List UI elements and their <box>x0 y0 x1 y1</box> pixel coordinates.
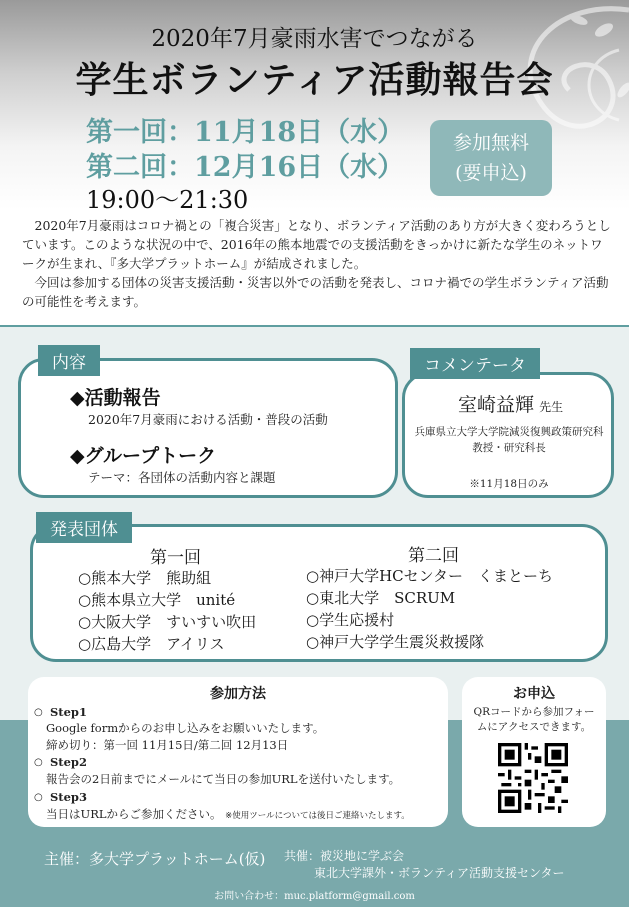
step1-line2: 締め切り：第一回 11月15日/第二回 12月13日 <box>46 738 289 752</box>
step3-label: Step3 <box>50 790 87 804</box>
groups-second-list <box>306 565 553 653</box>
free-label: 参加無料 <box>452 132 529 154</box>
apply-line1: QRコードから参加フォー <box>473 706 595 718</box>
host-organizer: 主催：多大学プラットホーム(仮) <box>44 850 266 868</box>
intro-paragraph-1: 2020年7月豪雨はコロナ禍との「複合災害」となり、ボランティア活動のあり方が大きく変わろうとしています。このような状況の中で、2016年の熊本地震での支援活動をきっかけに新たな学生のネットワークが生まれ、『多大学プラットホーム』が結成されました。 <box>22 218 611 271</box>
divider <box>0 325 629 327</box>
groups-second-heading: 第二回 <box>408 546 459 566</box>
method-title: 参加方法 <box>210 686 266 702</box>
group-item: ○熊本県立大学 unité <box>78 591 236 609</box>
event-time: 19:00〜21:30 <box>86 186 249 214</box>
step3-note: ※使用ツールについては後日ご連絡いたします。 <box>225 811 410 821</box>
cohost-organizer: 共催：被災地に学ぶ会 <box>284 849 405 863</box>
event-subtitle: 2020年7月豪雨水害でつながる <box>151 26 478 52</box>
commentator-note: ※11月18日のみ <box>469 478 549 490</box>
commentator-tag: コメンテータ <box>410 348 540 379</box>
commentator-honorific: 先生 <box>539 400 564 414</box>
step3-line1: 当日はURLからご参加ください。 <box>46 807 222 821</box>
content-tag: 内容 <box>38 345 100 376</box>
apply-line2: ムにアクセスできます。 <box>476 721 592 733</box>
date-first: 第一回：11月18日（水） <box>86 117 405 148</box>
groups-first-list <box>78 567 256 655</box>
group-talk-desc: テーマ：各団体の活動内容と課題 <box>88 470 276 485</box>
group-item: ○学生応援村 <box>306 611 395 629</box>
activity-report-desc: 2020年7月豪雨における活動・普段の活動 <box>88 412 328 427</box>
event-title: 学生ボランティア活動報告会 <box>75 59 554 101</box>
commentator-name-row <box>458 390 563 417</box>
group-item: ○広島大学 アイリス <box>78 635 225 653</box>
bullet-icon: ○ <box>34 757 43 768</box>
registration-required-label: (要申込) <box>455 162 527 184</box>
commentator-affiliation: 兵庫県立大学大学院減災復興政策研究科 <box>414 426 604 438</box>
group-talk-heading: ◆グループトーク <box>70 445 217 467</box>
bullet-icon: ○ <box>34 707 43 718</box>
group-item: ○東北大学 SCRUM <box>306 589 456 607</box>
group-item: ○大阪大学 すいすい吹田 <box>78 613 257 631</box>
step3-row <box>46 806 410 824</box>
groups-tag: 発表団体 <box>36 512 132 543</box>
group-item: ○神戸大学学生震災救援隊 <box>306 633 485 651</box>
qr-code-icon[interactable] <box>498 743 568 813</box>
step1-line1: Google formからのお申し込みをお願いいたします。 <box>46 721 325 735</box>
intro-text <box>22 216 612 311</box>
group-item: ○熊本大学 熊助組 <box>78 569 212 587</box>
date-second: 第二回：12月16日（水） <box>86 152 405 183</box>
free-admission-badge <box>430 120 552 196</box>
intro-paragraph-2: 今回は参加する団体の災害支援活動・災害以外での活動を発表し、コロナ禍での学生ボランティア活動の可能性を考えます。 <box>22 275 609 309</box>
group-item: ○神戸大学HCセンター くまとーち <box>306 567 554 585</box>
commentator-role: 教授・研究科長 <box>472 442 546 454</box>
step1-label: Step1 <box>50 705 87 719</box>
step2-line1: 報告会の2日前までにメールにて当日の参加URLを送付いたします。 <box>46 772 401 786</box>
apply-title: お申込 <box>513 686 555 702</box>
commentator-name: 室崎益輝 <box>458 394 535 416</box>
contact-email[interactable]: お問い合わせ：muc.platform@gmail.com <box>214 891 415 902</box>
groups-first-heading: 第一回 <box>150 548 201 568</box>
cohost-organizer-2: 東北大学課外・ボランティア活動支援センター <box>314 866 565 880</box>
step2-label: Step2 <box>50 755 87 769</box>
activity-report-heading: ◆活動報告 <box>70 387 161 409</box>
bullet-icon: ○ <box>34 792 43 803</box>
